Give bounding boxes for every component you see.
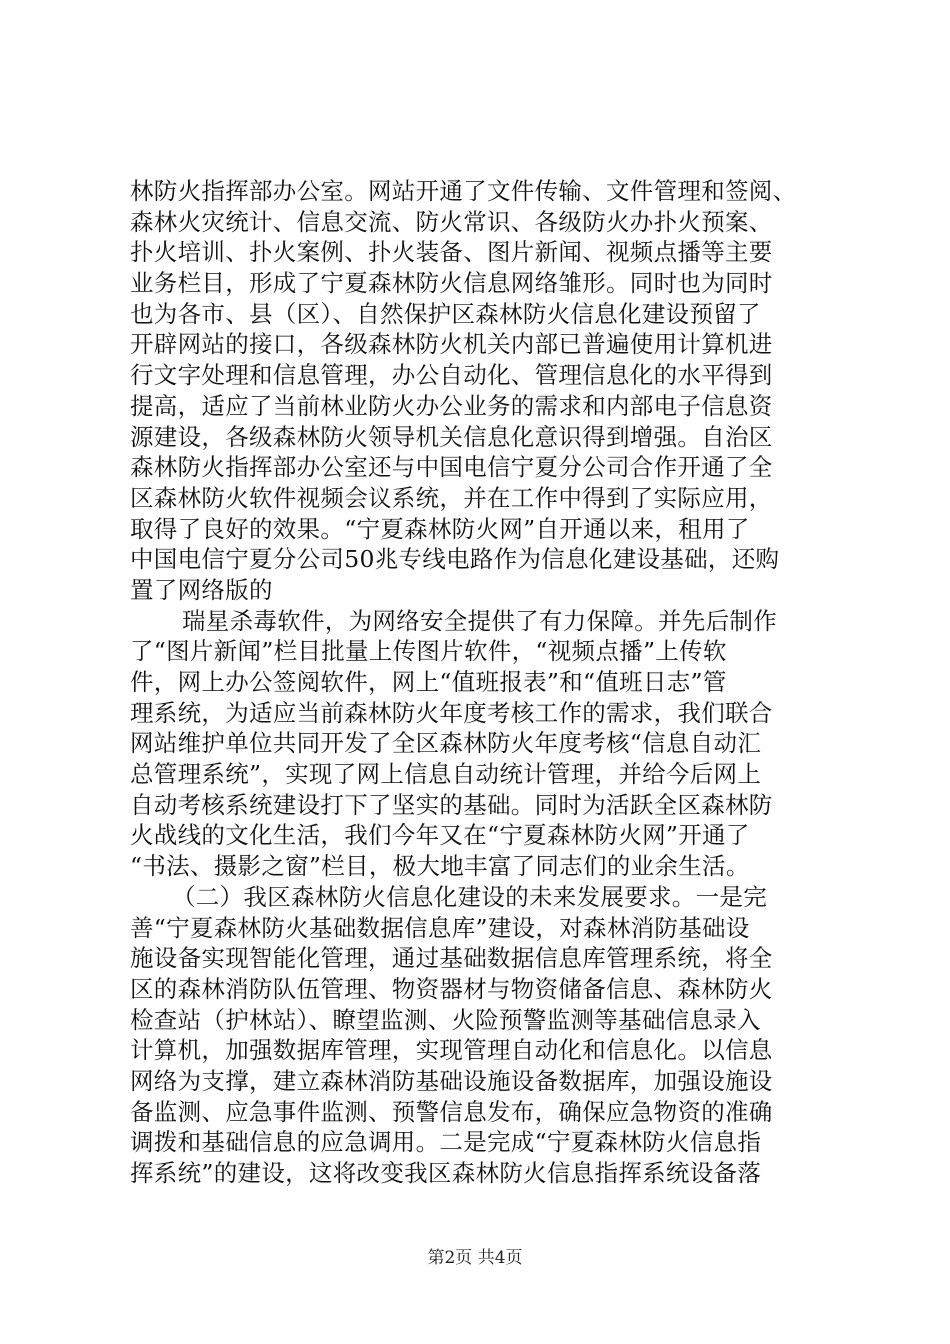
text-line: 源建设，各级森林防火领导机关信息化意识得到增强。自治区 xyxy=(130,422,773,451)
text-line: 行文字处理和信息管理，办公自动化、管理信息化的水平得到 xyxy=(130,361,773,390)
text-line: 开辟网站的接口，各级森林防火机关内部已普遍使用计算机进 xyxy=(130,330,773,359)
text-line: 网络为支撑，建立森林消防基础设施设备数据库，加强设施设 xyxy=(130,1066,773,1095)
page-number-footer: 第2页 共4页 xyxy=(427,1248,523,1268)
text-line: 也为各市、县（区）、自然保护区森林防火信息化建设预留了 xyxy=(130,299,761,328)
text-line: 提高，适应了当前林业防火办公业务的需求和内部电子信息资 xyxy=(130,391,773,420)
text-line: 取得了良好的效果。“宁夏森林防火网”自开通以来，租用了 xyxy=(130,514,750,543)
text-line: 挥系统”的建设，这将改变我区森林防火信息指挥系统设备落 xyxy=(130,1159,762,1187)
paragraph-3 xyxy=(130,882,830,1189)
text-line: 火战线的文化生活，我们今年又在“宁夏森林防火网”开通了 xyxy=(130,821,750,850)
text-line: 扑火培训、扑火案例、扑火装备、图片新闻、视频点播等主要 xyxy=(130,238,773,267)
text-line: 网站维护单位共同开发了全区森林防火年度考核“信息自动汇 xyxy=(130,729,762,758)
text-line: 中国电信宁夏分公司50兆专线电路作为信息化建设基础，还购 xyxy=(130,545,780,574)
text-line: 业务栏目，形成了宁夏森林防火信息网络雏形。同时也为同时 xyxy=(130,269,773,298)
text-line: 区的森林消防队伍管理、物资器材与物资储备信息、森林防火 xyxy=(130,974,773,1003)
text-line: 自动考核系统建设打下了坚实的基础。同时为活跃全区森林防 xyxy=(130,790,773,819)
text-line: 瑞星杀毒软件，为网络安全提供了有力保障。并先后制作 xyxy=(182,606,777,635)
text-line: 备监测、应急事件监测、预警信息发布，确保应急物资的准确 xyxy=(130,1097,773,1126)
document-body xyxy=(130,176,830,1189)
text-line: 调拨和基础信息的应急调用。二是完成“宁夏森林防火信息指 xyxy=(130,1128,762,1157)
text-line: 施设备实现智能化管理，通过基础数据信息库管理系统，将全 xyxy=(130,944,773,973)
text-line: 了“图片新闻”栏目批量上传图片软件，“视频点播”上传软 xyxy=(130,637,727,666)
text-line: 理系统，为适应当前森林防火年度考核工作的需求，我们联合 xyxy=(130,698,773,727)
text-line: 森林火灾统计、信息交流、防火常识、各级防火办扑火预案、 xyxy=(130,207,773,236)
text-line: （二）我区森林防火信息化建设的未来发展要求。一是完 xyxy=(172,882,767,911)
text-line: 区森林防火软件视频会议系统，并在工作中得到了实际应用， xyxy=(130,483,773,512)
paragraph-2 xyxy=(130,606,830,882)
text-line: 计算机，加强数据库管理，实现管理自动化和信息化。以信息 xyxy=(130,1036,773,1065)
text-line: 森林防火指挥部办公室还与中国电信宁夏分公司合作开通了全 xyxy=(130,453,773,482)
paragraph-1 xyxy=(130,176,830,606)
text-line: 件，网上办公签阅软件，网上“值班报表”和“值班日志”管 xyxy=(130,668,727,696)
text-line: 总管理系统”，实现了网上信息自动统计管理，并给今后网上 xyxy=(130,760,762,789)
text-line: “书法、摄影之窗”栏目，极大地丰富了同志们的业余生活。 xyxy=(130,852,750,881)
text-line: 林防火指挥部办公室。网站开通了文件传输、文件管理和签阅、 xyxy=(130,177,797,205)
text-line: 检查站（护林站）、瞭望监测、火险预警监测等基础信息录入 xyxy=(130,1005,761,1034)
text-line: 善“宁夏森林防火基础数据信息库”建设，对森林消防基础设 xyxy=(130,913,750,942)
text-line: 置了网络版的 xyxy=(130,575,273,604)
